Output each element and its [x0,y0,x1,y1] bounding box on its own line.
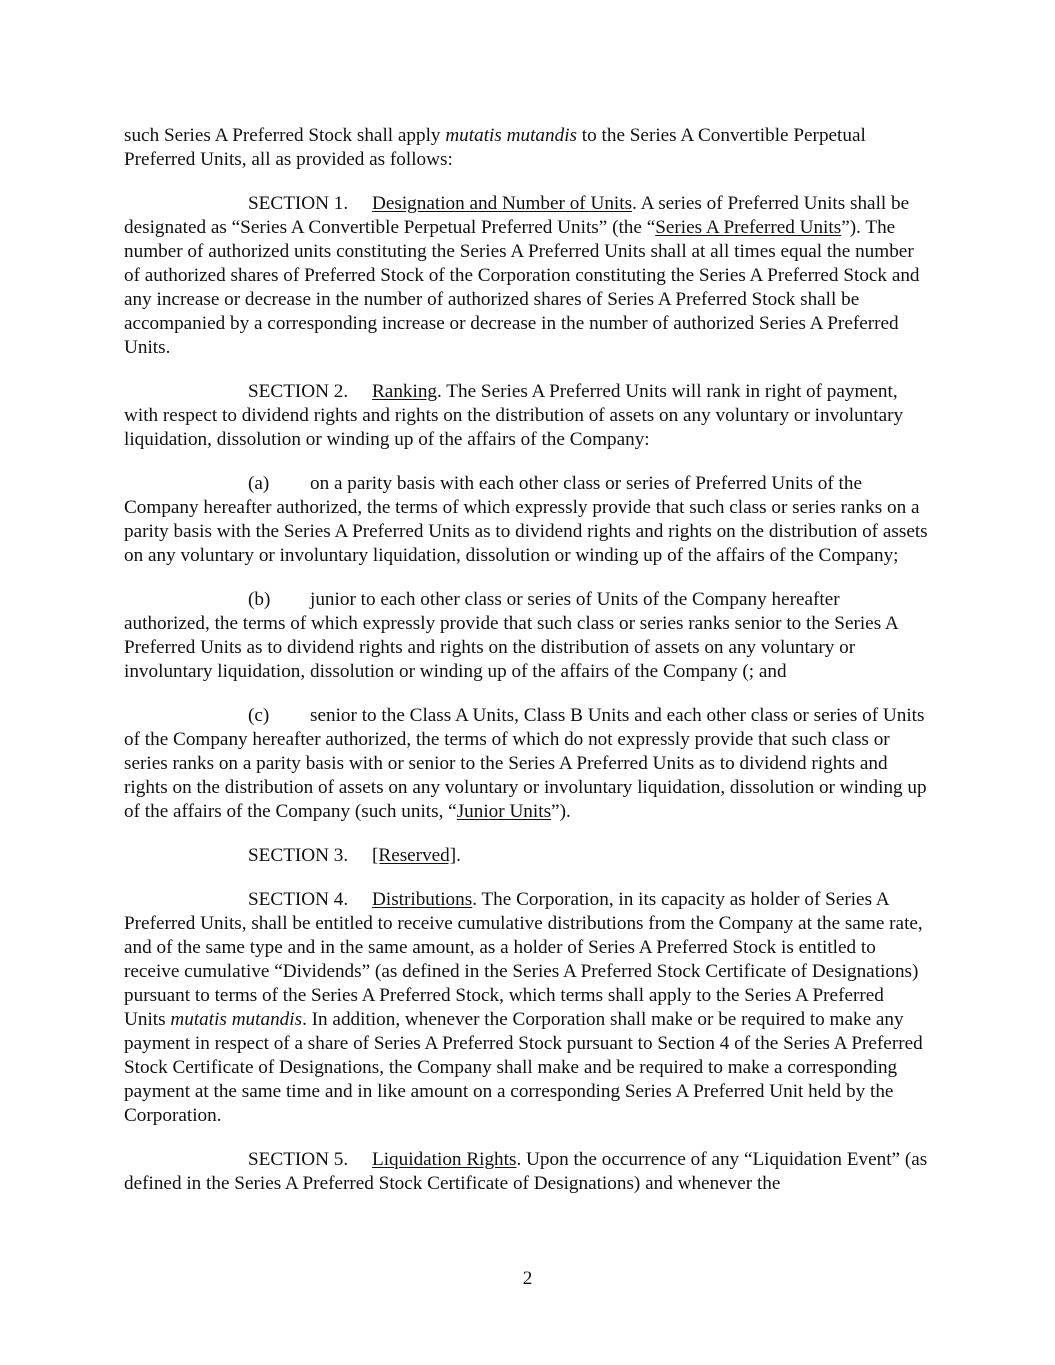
section-1-text: . A series of Preferred Units shall be designated as “Series A Convertible Perpetual Preferred Units” (the “ [124,193,910,238]
section-3-heading: [Reserved] [372,845,457,866]
clause-b-label: (b) [248,589,271,610]
section-1-defined-term: Series A Preferred Units [655,217,842,238]
section-4-label: SECTION 4. [248,889,349,910]
intro-text: such Series A Preferred Stock shall apply [124,125,446,146]
section-5-paragraph [124,1148,930,1196]
section-4-heading: Distributions [372,889,473,910]
section-3-text-end: . [456,845,461,866]
section-5-text: . Upon the occurrence of any “Liquidation Event” (as defined in the Series A Preferred Stock Certificate of Designations) and whenever the [124,1149,928,1194]
intro-italic-term: mutatis mutandis [445,125,577,146]
section-4-text: . The Corporation, in its capacity as holder of Series A Preferred Units, shall be entitled to receive cumulative distributions from the Company at the same rate, and of the same type and in the same amount, as a holder of Series A Preferred Stock is entitled to receive cumulative “Dividends” (as defined in the Series A Preferred Stock Certificate of Designations) pursuant to terms of the Series A Preferred Stock, which terms shall apply to the Series A Preferred Units [124,889,923,1030]
section-4-italic-term: mutatis mutandis [170,1009,303,1030]
clause-c-defined-term: Junior Units [456,801,552,822]
section-4-paragraph [124,888,930,1128]
page-number: 2 [522,1268,533,1289]
clause-c-label: (c) [248,705,270,726]
section-1-heading: Designation and Number of Units [372,193,633,214]
section-1-text-end: ”). The number of authorized units constituting the Series A Preferred Units shall at all times equal the number of authorized shares of Preferred Stock of the Corporation constituting the Series A Preferred Stock and any increase or decrease in the number of authorized shares of Series A Preferred Stock shall be accompanied by a corresponding increase or decrease in the number of authorized Series A Preferred Units. [124,217,920,358]
section-5-heading: Liquidation Rights [372,1149,517,1170]
clause-a-paragraph [124,472,930,568]
intro-paragraph [124,124,930,172]
clause-a-text: on a parity basis with each other class or series of Preferred Units of the Company hereafter authorized, the terms of which expressly provide that such class or series ranks on a parity basis with the Series A Preferred Units as to dividend rights and rights on the distribution of assets on any voluntary or involuntary liquidation, dissolution or winding up of the affairs of the Company; [124,473,928,566]
section-4-text-end: . In addition, whenever the Corporation shall make or be required to make any payment in respect of a share of Series A Preferred Stock pursuant to Section 4 of the Series A Preferred Stock Certificate of Designations, the Company shall make and be required to make a corresponding payment at the same time and in like amount on a corresponding Series A Preferred Unit held by the Corporation. [124,1009,923,1126]
section-3-label: SECTION 3. [248,845,349,866]
clause-c-paragraph [124,704,930,824]
clause-b-text: junior to each other class or series of Units of the Company hereafter authorized, the terms of which expressly provide that such class or series ranks senior to the Series A Preferred Units as to dividend rights and rights on the distribution of assets on any voluntary or involuntary liquidation, dissolution or winding up of the affairs of the Company (; and [124,589,898,682]
clause-b-paragraph [124,588,930,684]
section-1-paragraph [124,192,930,360]
section-2-label: SECTION 2. [248,381,349,402]
section-3-paragraph [124,844,930,868]
clause-a-label: (a) [248,473,270,494]
clause-c-text: senior to the Class A Units, Class B Units and each other class or series of Units of the Company hereafter authorized, the terms of which do not expressly provide that such class or series ranks on a parity basis with or senior to the Series A Preferred Units as to dividend rights and rights on the distribution of assets on any voluntary or involuntary liquidation, dissolution or winding up of the affairs of the Company (such units, “ [124,705,927,822]
section-2-text: . The Series A Preferred Units will rank in right of payment, with respect to dividend rights and rights on the distribution of assets on any voluntary or involuntary liquidation, dissolution or winding up of the affairs of the Company: [124,381,904,450]
section-2-heading: Ranking [372,381,438,402]
clause-c-text-end: ”). [551,801,571,822]
document-page [124,124,930,1196]
section-2-paragraph [124,380,930,452]
intro-text-end: to the Series A Convertible Perpetual Preferred Units, all as provided as follows: [124,125,866,170]
section-1-label: SECTION 1. [248,193,349,214]
section-5-label: SECTION 5. [248,1149,349,1170]
